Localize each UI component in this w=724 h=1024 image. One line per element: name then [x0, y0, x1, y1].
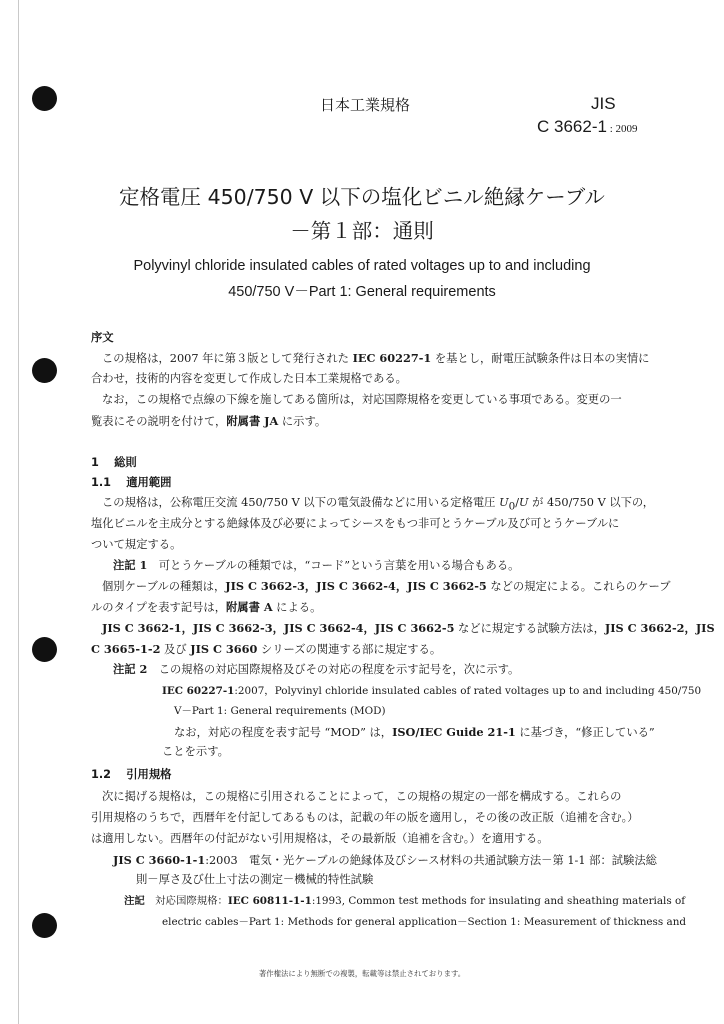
note-2-label: 注記 2 — [113, 662, 148, 676]
preface-p2-line1: なお，この規格で点線の下線を施してある箇所は，対応国際規格を変更している事項である。変更の一 — [102, 393, 622, 406]
refs-note-label: 注記 — [124, 895, 145, 907]
punch-hole — [32, 86, 57, 111]
preface-p1-line1: この規格は，2007 年に第３版として発行された IEC 60227-1 を基とし，耐電圧試験条件は日本の実情に — [102, 351, 650, 365]
refs-note: 注記 対応国際規格：IEC 60811-1-1:1993, Common test methods for insulating and sheathing materials of — [124, 895, 686, 907]
section-1-2-heading: 1.2 引用規格 — [91, 768, 172, 781]
refs-p1-line2: 引用規格のうちで，西暦年を付記してあるものは，記載の年の版を適用し，その後の改正版（追補を含む。） — [91, 811, 639, 824]
scope-p2-line2: ルのタイプを表す記号は，附属書 A による。 — [91, 600, 322, 614]
standard-type: 日本工業規格 — [320, 96, 411, 114]
preface-p2-line2: 覧表にその説明を付けて，附属書 JA に示す。 — [91, 414, 327, 428]
scope-p3-line2: C 3665-1-2 及び JIS C 3660 シリーズの関連する部に規定する。 — [91, 642, 442, 656]
title-en-line2: 450/750 V－Part 1: General requirements — [228, 284, 496, 300]
scope-p1-line3: ついて規定する。 — [91, 538, 182, 551]
note-2-mod-line2: ことを示す。 — [162, 745, 229, 758]
punch-hole — [32, 637, 57, 662]
title-ja-line2: －第１部：通則 — [290, 219, 434, 243]
scope-p3-line1: JIS C 3662-1，JIS C 3662-3，JIS C 3662-4，JIS C 3662-5 などに規定する試験方法は，JIS C 3662-2，JIS — [102, 621, 715, 635]
note-2: 注記 2 この規格の対応国際規格及びその対応の程度を示す記号を，次に示す。 — [113, 662, 520, 676]
ref-annex-ja: 附属書 JA — [226, 414, 279, 428]
standard-number — [537, 117, 638, 137]
title-en-line1: Polyvinyl chloride insulated cables of rated voltages up to and including — [133, 258, 591, 274]
standard-code: C 3662-1 — [537, 117, 607, 136]
binding-line — [18, 0, 19, 1024]
note-2-ref-line1: IEC 60227-1:2007，Polyvinyl chloride insulated cables of rated voltages up to and including 450/750 — [162, 685, 702, 697]
punch-hole — [32, 913, 57, 938]
note-1-label: 注記 1 — [113, 558, 148, 572]
ref-iec-60227-1: IEC 60227-1 — [352, 351, 432, 365]
jis-mark: JIS — [591, 94, 616, 113]
copyright-footer: 著作権法により無断での複製，転載等は禁止されております。 — [258, 969, 466, 978]
ref-annex-a: 附属書 A — [226, 600, 273, 614]
punch-hole — [32, 358, 57, 383]
note-2-ref-line2: V－Part 1: General requirements (MOD) — [174, 705, 386, 717]
scope-p2-line1: 個別ケーブルの種類は，JIS C 3662-3，JIS C 3662-4，JIS C 3662-5 などの規定による。これらのケーブ — [102, 579, 671, 593]
ref-jis-c-3660-1-1: JIS C 3660-1-1:2003 電気・光ケーブルの絶縁体及びシース材料の共通試験方法－第 1-1 部：試験法総 — [113, 853, 657, 867]
refs-note-line2: electric cables－Part 1: Methods for general application－Section 1: Measurement of thickness and — [162, 916, 687, 928]
title-ja-line1: 定格電圧 450/750 V 以下の塩化ビニル絶縁ケーブル — [119, 185, 605, 209]
standard-year: : 2009 — [606, 123, 638, 135]
ref-jis-c-3660-1-1-line2: 則－厚さ及び仕上寸法の測定－機械的特性試験 — [136, 873, 374, 886]
note-2-mod-line1: なお，対応の程度を表す記号 “MOD” は，ISO/IEC Guide 21-1 に基づき，“修正している” — [174, 725, 655, 739]
refs-p1-line1: 次に掲げる規格は，この規格に引用されることによって，この規格の規定の一部を構成する。これらの — [102, 790, 622, 803]
section-1-heading: 1 総則 — [91, 456, 137, 469]
refs-p1-line3: は適用しない。西暦年の付記がない引用規格は，その最新版（追補を含む。）を適用する。 — [91, 832, 549, 845]
scope-p1-line1: この規格は，公称電圧交流 450/750 V 以下の電気設備などに用いる定格電圧 $U_0/U$ が 450/750 V 以下の， — [102, 496, 655, 513]
section-1-1-heading: 1.1 適用範囲 — [91, 476, 172, 489]
scope-p1-line2: 塩化ビニルを主成分とする絶縁体及び必要によってシースをもつ非可とうケーブル及び可とうケーブルに — [91, 517, 620, 530]
preface-heading: 序文 — [91, 331, 114, 344]
preface-p1-line2: 合わせ，技術的内容を変更して作成した日本工業規格である。 — [91, 372, 407, 385]
note-1: 注記 1 可とうケーブルの種類では，“コード”という言葉を用いる場合もある。 — [113, 558, 520, 572]
